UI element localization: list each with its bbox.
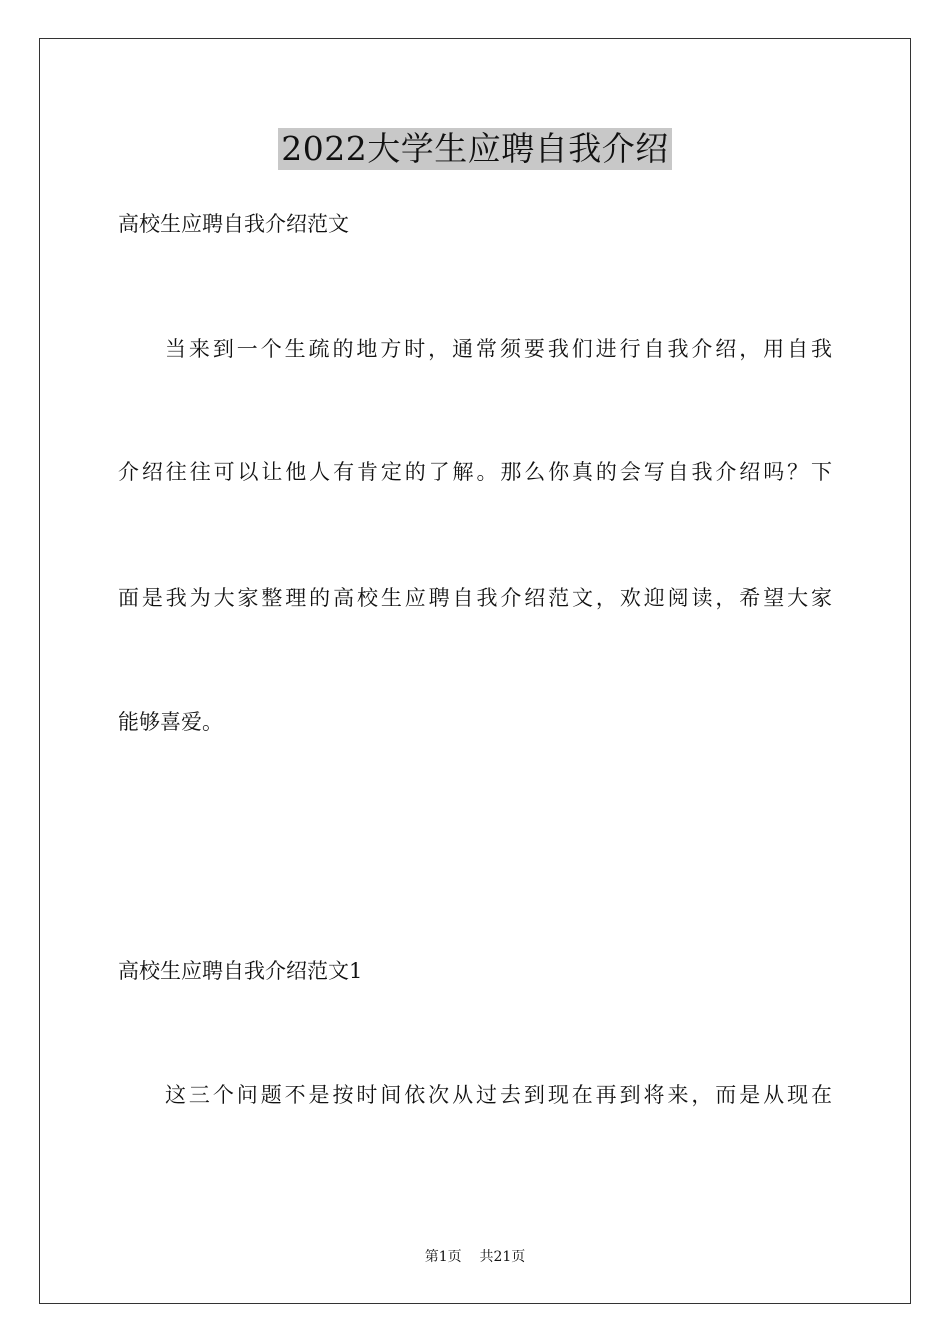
- paragraph-line-3: 面是我为大家整理的高校生应聘自我介绍范文，欢迎阅读，希望大家: [118, 586, 832, 610]
- section-heading-1: 高校生应聘自我介绍范文1: [118, 959, 363, 983]
- page-number: 第1页: [424, 1249, 462, 1265]
- section-line-1: 这三个问题不是按时间依次从过去到现在再到将来，而是从现在: [165, 1083, 832, 1107]
- document-title: 2022大学生应聘自我介绍: [278, 128, 671, 170]
- paragraph-line-1: 当来到一个生疏的地方时，通常须要我们进行自我介绍，用自我: [165, 337, 832, 361]
- document-subtitle: 高校生应聘自我介绍范文: [118, 212, 349, 236]
- paragraph-line-2: 介绍往往可以让他人有肯定的了解。那么你真的会写自我介绍吗？下: [118, 460, 832, 484]
- paragraph-line-4: 能够喜爱。: [118, 710, 223, 734]
- page-total: 共21页: [479, 1249, 526, 1265]
- page-footer: [0, 1248, 950, 1266]
- title-wrap: [0, 128, 950, 170]
